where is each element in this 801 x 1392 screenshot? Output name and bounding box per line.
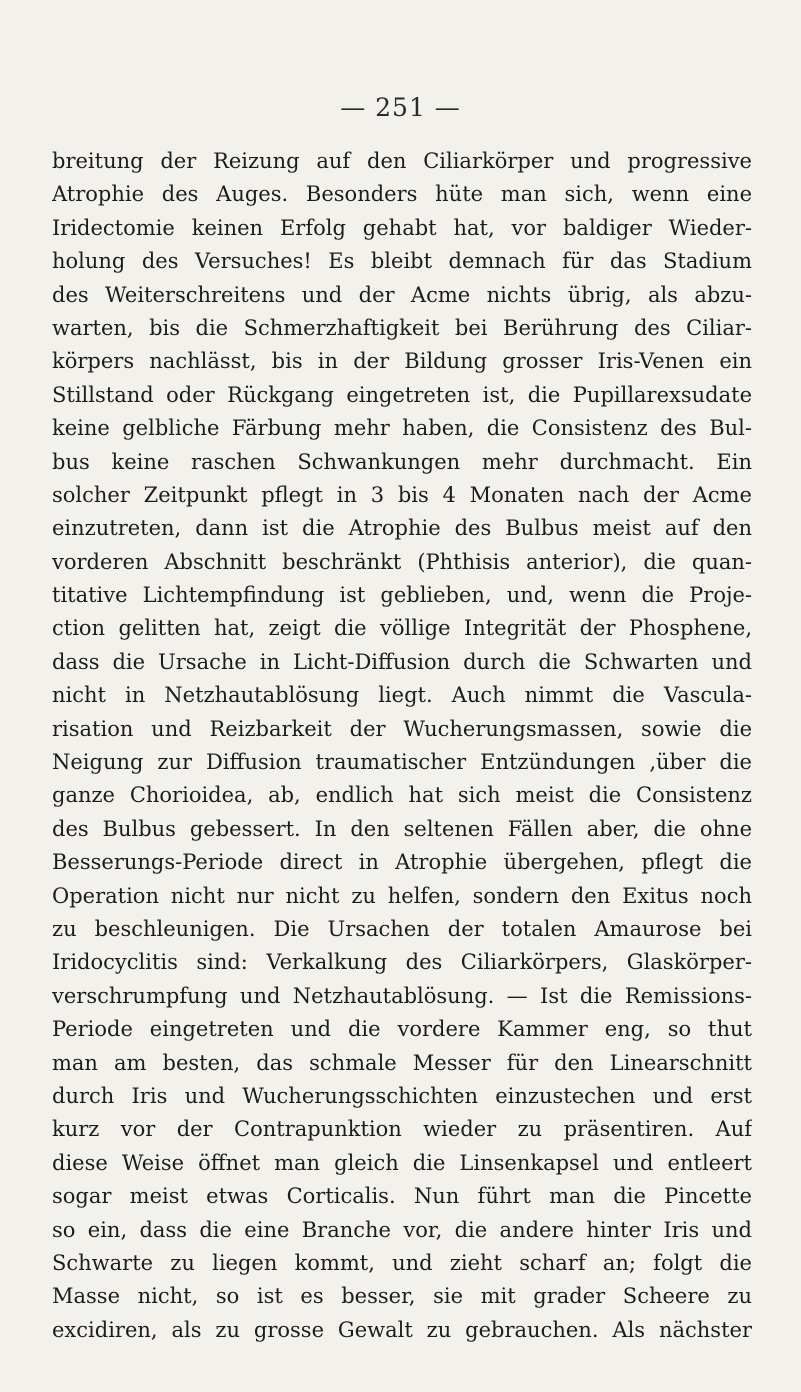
text-line: des Weiterschreitens und der Acme nichts übrig, als abzu- — [52, 282, 752, 307]
text-line: Periode eingetreten und die vordere Kammer eng, so thut — [52, 1017, 752, 1042]
text-line: dass die Ursache in Licht-Diffusion durch die Schwarten und — [52, 649, 752, 674]
text-line: verschrumpfung und Netzhautablösung. — Ist die Remissions- — [52, 983, 752, 1008]
text-line: breitung der Reizung auf den Ciliarkörper und progressive — [52, 149, 752, 173]
text-line: so ein, dass die eine Branche vor, die andere hinter Iris und — [52, 1217, 752, 1242]
text-line: Besserungs-Periode direct in Atrophie übergehen, pflegt die — [52, 850, 752, 875]
text-line: Schwarte zu liegen kommt, und zieht scharf an; folgt die — [52, 1250, 752, 1275]
text-line: Iridectomie keinen Erfolg gehabt hat, vor baldiger Wieder- — [52, 215, 752, 240]
text-line: titative Lichtempfindung ist geblieben, und, wenn die Proje- — [52, 583, 752, 608]
text-line: excidiren, als zu grosse Gewalt zu gebrauchen. Als nächster — [52, 1317, 752, 1342]
text-line: einzutreten, dann ist die Atrophie des Bulbus meist auf den — [52, 516, 752, 541]
text-line: Stillstand oder Rückgang eingetreten ist, die Pupillarexsudate — [52, 382, 752, 407]
body-text — [52, 145, 752, 1347]
text-line: Iridocyclitis sind: Verkalkung des Ciliarkörpers, Glaskörper- — [52, 950, 752, 975]
text-line: kurz vor der Contrapunktion wieder zu präsentiren. Auf — [52, 1117, 752, 1142]
text-line: warten, bis die Schmerzhaftigkeit bei Berührung des Ciliar- — [52, 315, 752, 340]
text-line: risation und Reizbarkeit der Wucherungsmassen, sowie die — [52, 716, 752, 741]
text-line: bus keine raschen Schwankungen mehr durchmacht. Ein — [52, 449, 752, 474]
text-line: durch Iris und Wucherungsschichten einzustechen und erst — [52, 1083, 752, 1108]
text-line: nicht in Netzhautablösung liegt. Auch nimmt die Vascula- — [52, 683, 752, 708]
text-line: holung des Versuches! Es bleibt demnach für das Stadium — [52, 249, 752, 274]
text-line: Neigung zur Diffusion traumatischer Entzündungen ,über die — [52, 750, 752, 775]
text-line: zu beschleunigen. Die Ursachen der totalen Amaurose bei — [52, 916, 752, 941]
text-line: Masse nicht, so ist es besser, sie mit grader Scheere zu — [52, 1284, 752, 1309]
text-line: keine gelbliche Färbung mehr haben, die Consistenz des Bul- — [52, 416, 752, 441]
text-line: körpers nachlässt, bis in der Bildung grosser Iris-Venen ein — [52, 349, 752, 374]
text-line: des Bulbus gebessert. In den seltenen Fällen aber, die ohne — [52, 816, 752, 841]
text-line: ction gelitten hat, zeigt die völlige Integrität der Phosphene, — [52, 616, 752, 641]
text-line: man am besten, das schmale Messer für den Linearschnitt — [52, 1050, 752, 1075]
text-line: sogar meist etwas Corticalis. Nun führt man die Pincette — [52, 1184, 752, 1209]
page-number: — 251 — — [340, 93, 461, 122]
text-line: solcher Zeitpunkt pflegt in 3 bis 4 Monaten nach der Acme — [52, 482, 752, 507]
text-line: vorderen Abschnitt beschränkt (Phthisis anterior), die quan- — [52, 549, 752, 574]
text-line: Operation nicht nur nicht zu helfen, sondern den Exitus noch — [52, 883, 752, 908]
text-line: diese Weise öffnet man gleich die Linsenkapsel und entleert — [52, 1150, 752, 1175]
text-line: Atrophie des Auges. Besonders hüte man sich, wenn eine — [52, 182, 752, 207]
text-line: ganze Chorioidea, ab, endlich hat sich meist die Consistenz — [52, 783, 752, 808]
